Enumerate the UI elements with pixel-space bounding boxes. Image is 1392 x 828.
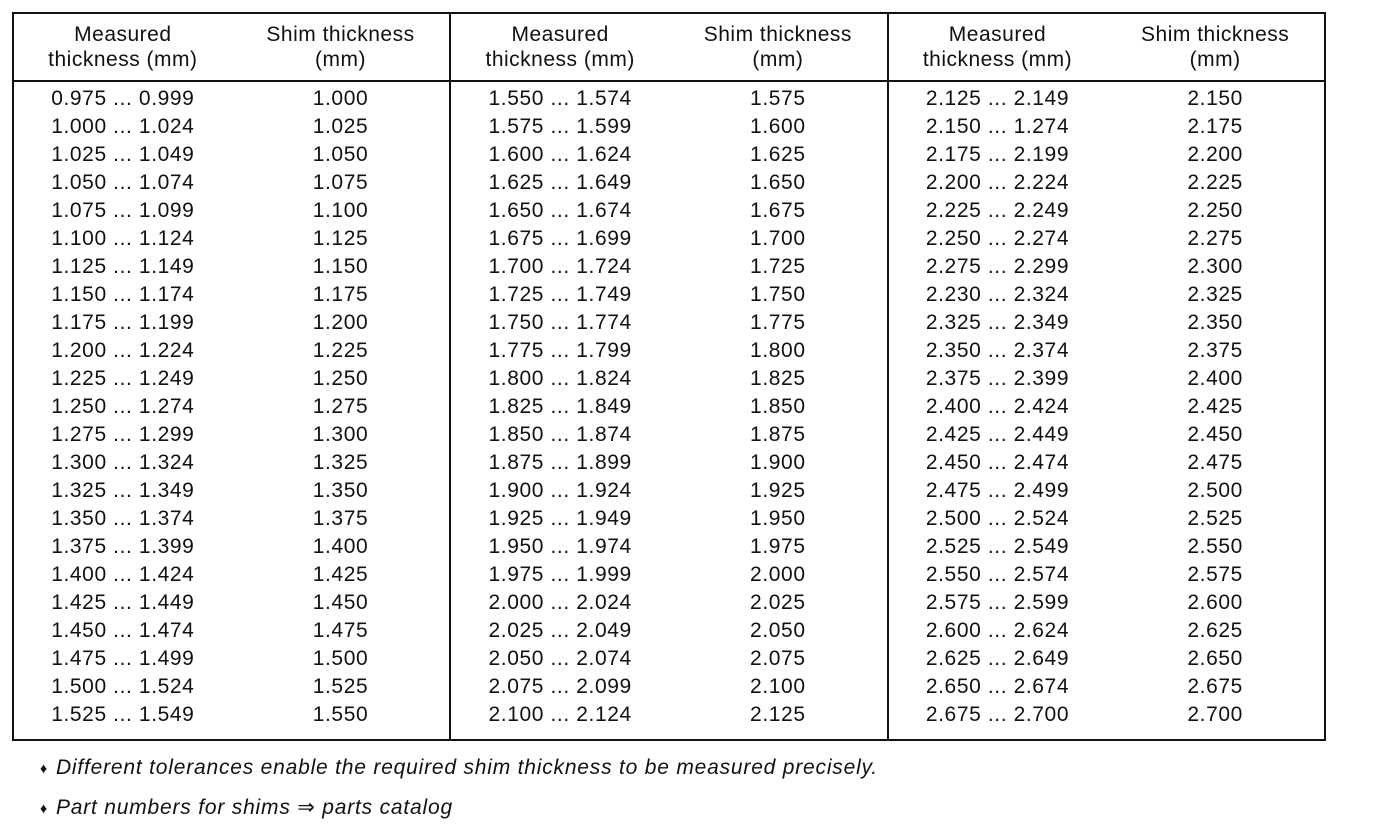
- table-row: [14, 169, 449, 197]
- measured-range-cell: 2.450 ... 2.474: [925, 451, 1070, 474]
- measured-range-cell: 2.050 ... 2.074: [488, 647, 632, 670]
- table-row: [889, 477, 1324, 505]
- shim-thickness-cell: 2.500: [1187, 479, 1243, 502]
- diamond-bullet-icon: ♦: [40, 800, 48, 816]
- table-row: [889, 141, 1324, 169]
- table-row: [14, 617, 449, 645]
- shim-thickness-cell: 1.725: [750, 255, 806, 278]
- shim-thickness-cell: 1.550: [312, 703, 369, 726]
- table-header: [889, 14, 1324, 82]
- shim-thickness-cell: 1.025: [312, 115, 369, 138]
- table-row: [451, 85, 886, 113]
- shim-thickness-cell: 2.275: [1187, 227, 1243, 250]
- measured-range-cell: 1.175 ... 1.199: [51, 311, 195, 334]
- table-row: [889, 673, 1324, 701]
- shim-thickness-cell: 1.525: [312, 675, 369, 698]
- table-row: [14, 85, 449, 113]
- measured-range-cell: 2.475 ... 2.499: [925, 479, 1070, 502]
- shim-selection-table: [12, 12, 1326, 741]
- table-row: [451, 561, 886, 589]
- measured-range-cell: 1.450 ... 1.474: [51, 619, 195, 642]
- measured-range-cell: 2.025 ... 2.049: [488, 619, 632, 642]
- shim-thickness-cell: 1.825: [750, 367, 806, 390]
- shim-thickness-cell: 1.750: [750, 283, 806, 306]
- table-row: [14, 141, 449, 169]
- table-row: [889, 561, 1324, 589]
- table-row: [889, 393, 1324, 421]
- shim-thickness-cell: 1.975: [750, 535, 806, 558]
- header-shim-thickness: Shim thickness (mm): [266, 23, 415, 71]
- table-row: [889, 449, 1324, 477]
- table-row: [451, 141, 886, 169]
- shim-thickness-cell: 1.400: [312, 535, 369, 558]
- measured-range-cell: 2.100 ... 2.124: [488, 703, 632, 726]
- measured-range-cell: 1.025 ... 1.049: [51, 143, 195, 166]
- measured-range-cell: 2.125 ... 2.149: [925, 87, 1070, 110]
- shim-thickness-cell: 1.375: [312, 507, 369, 530]
- shim-thickness-cell: 2.450: [1187, 423, 1243, 446]
- measured-range-cell: 2.425 ... 2.449: [925, 423, 1070, 446]
- shim-thickness-cell: 2.125: [750, 703, 806, 726]
- measured-range-cell: 1.825 ... 1.849: [488, 395, 632, 418]
- shim-thickness-cell: 2.300: [1187, 255, 1243, 278]
- shim-thickness-cell: 2.375: [1187, 339, 1243, 362]
- note-text: Part numbers for shims ⇒ parts catalog: [55, 796, 453, 819]
- measured-range-cell: 1.200 ... 1.224: [51, 339, 195, 362]
- table-row: [889, 85, 1324, 113]
- diamond-bullet-icon: ♦: [40, 760, 48, 776]
- table-row: [14, 505, 449, 533]
- measured-range-cell: 1.750 ... 1.774: [488, 311, 632, 334]
- shim-thickness-cell: 1.575: [750, 87, 806, 110]
- measured-range-cell: 1.300 ... 1.324: [51, 451, 195, 474]
- measured-range-cell: 1.625 ... 1.649: [488, 171, 632, 194]
- table-row: [889, 701, 1324, 729]
- measured-range-cell: 1.525 ... 1.549: [51, 703, 195, 726]
- table-row: [451, 645, 886, 673]
- measured-range-cell: 1.075 ... 1.099: [51, 199, 195, 222]
- table-body: [14, 82, 449, 729]
- measured-range-cell: 1.900 ... 1.924: [488, 479, 632, 502]
- measured-range-cell: 1.225 ... 1.249: [51, 367, 195, 390]
- table-row: [14, 673, 449, 701]
- table-row: [889, 589, 1324, 617]
- table-row: [451, 365, 886, 393]
- measured-range-cell: 1.050 ... 1.074: [51, 171, 195, 194]
- table-row: [14, 337, 449, 365]
- table-row: [451, 197, 886, 225]
- note-tolerances: [40, 748, 878, 788]
- shim-thickness-cell: 1.425: [312, 563, 369, 586]
- measured-range-cell: 1.925 ... 1.949: [488, 507, 632, 530]
- table-row: [889, 645, 1324, 673]
- table-row: [889, 309, 1324, 337]
- measured-range-cell: 1.425 ... 1.449: [51, 591, 195, 614]
- table-row: [451, 673, 886, 701]
- measured-range-cell: 1.325 ... 1.349: [51, 479, 195, 502]
- shim-thickness-cell: 1.000: [312, 87, 369, 110]
- measured-range-cell: 1.650 ... 1.674: [488, 199, 632, 222]
- table-row: [889, 421, 1324, 449]
- shim-thickness-cell: 1.125: [312, 227, 369, 250]
- table-row: [889, 253, 1324, 281]
- table-section-2: [449, 14, 886, 739]
- shim-thickness-cell: 1.850: [750, 395, 806, 418]
- shim-thickness-cell: 1.500: [312, 647, 369, 670]
- measured-range-cell: 1.150 ... 1.174: [51, 283, 195, 306]
- measured-range-cell: 1.675 ... 1.699: [488, 227, 632, 250]
- table-row: [451, 113, 886, 141]
- measured-range-cell: 2.675 ... 2.700: [925, 703, 1070, 726]
- table-row: [451, 449, 886, 477]
- header-measured-thickness: Measured thickness (mm): [485, 23, 635, 71]
- measured-range-cell: 1.500 ... 1.524: [51, 675, 195, 698]
- table-row: [451, 617, 886, 645]
- shim-thickness-cell: 1.050: [312, 143, 369, 166]
- table-row: [14, 701, 449, 729]
- measured-range-cell: 2.230 ... 2.324: [925, 283, 1070, 306]
- table-body: [451, 82, 886, 729]
- shim-thickness-cell: 2.625: [1187, 619, 1243, 642]
- table-row: [14, 281, 449, 309]
- shim-thickness-cell: 1.625: [750, 143, 806, 166]
- shim-thickness-cell: 1.650: [750, 171, 806, 194]
- shim-thickness-cell: 2.575: [1187, 563, 1243, 586]
- measured-range-cell: 2.350 ... 2.374: [925, 339, 1070, 362]
- measured-range-cell: 1.400 ... 1.424: [51, 563, 195, 586]
- table-row: [889, 281, 1324, 309]
- shim-thickness-cell: 2.525: [1187, 507, 1243, 530]
- table-section-3: [887, 14, 1324, 739]
- shim-thickness-cell: 1.775: [750, 311, 806, 334]
- measured-range-cell: 2.275 ... 2.299: [925, 255, 1070, 278]
- shim-thickness-cell: 1.600: [750, 115, 806, 138]
- measured-range-cell: 1.275 ... 1.299: [51, 423, 195, 446]
- shim-thickness-cell: 2.675: [1187, 675, 1243, 698]
- measured-range-cell: 2.250 ... 2.274: [925, 227, 1070, 250]
- shim-thickness-cell: 1.300: [312, 423, 369, 446]
- measured-range-cell: 2.375 ... 2.399: [925, 367, 1070, 390]
- shim-thickness-cell: 2.650: [1187, 647, 1243, 670]
- table-row: [14, 589, 449, 617]
- table-row: [14, 197, 449, 225]
- measured-range-cell: 2.400 ... 2.424: [925, 395, 1070, 418]
- shim-thickness-cell: 1.275: [312, 395, 369, 418]
- table-row: [451, 337, 886, 365]
- table-row: [14, 449, 449, 477]
- table-row: [14, 365, 449, 393]
- shim-thickness-cell: 1.200: [312, 311, 369, 334]
- shim-thickness-cell: 2.100: [750, 675, 806, 698]
- table-row: [14, 225, 449, 253]
- shim-thickness-cell: 1.800: [750, 339, 806, 362]
- table-row: [451, 477, 886, 505]
- shim-thickness-cell: 2.150: [1187, 87, 1243, 110]
- measured-range-cell: 1.775 ... 1.799: [488, 339, 632, 362]
- shim-thickness-cell: 1.875: [750, 423, 806, 446]
- measured-range-cell: 0.975 ... 0.999: [51, 87, 195, 110]
- measured-range-cell: 1.100 ... 1.124: [51, 227, 195, 250]
- measured-range-cell: 1.725 ... 1.749: [488, 283, 632, 306]
- notes: [40, 748, 878, 828]
- shim-thickness-cell: 2.025: [750, 591, 806, 614]
- measured-range-cell: 1.550 ... 1.574: [488, 87, 632, 110]
- table-row: [14, 561, 449, 589]
- measured-range-cell: 2.175 ... 2.199: [925, 143, 1070, 166]
- shim-thickness-cell: 2.475: [1187, 451, 1243, 474]
- table-row: [889, 113, 1324, 141]
- measured-range-cell: 2.575 ... 2.599: [925, 591, 1070, 614]
- shim-thickness-cell: 2.550: [1187, 535, 1243, 558]
- shim-thickness-cell: 2.075: [750, 647, 806, 670]
- shim-thickness-cell: 2.350: [1187, 311, 1243, 334]
- table-section-1: [14, 14, 449, 739]
- table-row: [14, 645, 449, 673]
- shim-thickness-cell: 1.950: [750, 507, 806, 530]
- table-row: [14, 309, 449, 337]
- table-row: [889, 533, 1324, 561]
- table-row: [14, 253, 449, 281]
- measured-range-cell: 1.800 ... 1.824: [488, 367, 632, 390]
- table-row: [451, 393, 886, 421]
- table-row: [451, 589, 886, 617]
- shim-thickness-cell: 1.225: [312, 339, 369, 362]
- table-row: [451, 253, 886, 281]
- shim-thickness-cell: 2.050: [750, 619, 806, 642]
- shim-thickness-cell: 2.700: [1187, 703, 1243, 726]
- table-row: [889, 337, 1324, 365]
- table-row: [451, 225, 886, 253]
- note-part-numbers: [40, 788, 878, 828]
- measured-range-cell: 2.000 ... 2.024: [488, 591, 632, 614]
- shim-thickness-cell: 2.400: [1187, 367, 1243, 390]
- measured-range-cell: 1.850 ... 1.874: [488, 423, 632, 446]
- shim-thickness-cell: 1.100: [312, 199, 369, 222]
- measured-range-cell: 1.575 ... 1.599: [488, 115, 632, 138]
- shim-thickness-cell: 2.225: [1187, 171, 1243, 194]
- header-measured-thickness: Measured thickness (mm): [48, 23, 198, 71]
- table-row: [451, 309, 886, 337]
- shim-thickness-cell: 1.475: [312, 619, 369, 642]
- table-row: [451, 505, 886, 533]
- measured-range-cell: 1.875 ... 1.899: [488, 451, 632, 474]
- table-body: [889, 82, 1324, 729]
- measured-range-cell: 2.150 ... 1.274: [925, 115, 1070, 138]
- table-row: [14, 533, 449, 561]
- measured-range-cell: 1.475 ... 1.499: [51, 647, 195, 670]
- measured-range-cell: 1.600 ... 1.624: [488, 143, 632, 166]
- measured-range-cell: 1.700 ... 1.724: [488, 255, 632, 278]
- table-row: [451, 421, 886, 449]
- table-row: [451, 169, 886, 197]
- table-row: [14, 393, 449, 421]
- measured-range-cell: 2.200 ... 2.224: [925, 171, 1070, 194]
- shim-thickness-cell: 1.250: [312, 367, 369, 390]
- table-header: [451, 14, 886, 82]
- shim-thickness-cell: 1.075: [312, 171, 369, 194]
- measured-range-cell: 2.500 ... 2.524: [925, 507, 1070, 530]
- shim-thickness-cell: 2.250: [1187, 199, 1243, 222]
- shim-thickness-cell: 2.600: [1187, 591, 1243, 614]
- measured-range-cell: 1.375 ... 1.399: [51, 535, 195, 558]
- measured-range-cell: 1.000 ... 1.024: [51, 115, 195, 138]
- measured-range-cell: 2.525 ... 2.549: [925, 535, 1070, 558]
- shim-thickness-cell: 2.425: [1187, 395, 1243, 418]
- shim-thickness-cell: 1.175: [312, 283, 369, 306]
- table-row: [451, 533, 886, 561]
- header-shim-thickness: Shim thickness (mm): [703, 23, 852, 71]
- shim-thickness-cell: 1.450: [312, 591, 369, 614]
- table-row: [14, 477, 449, 505]
- table-header: [14, 14, 449, 82]
- header-shim-thickness: Shim thickness (mm): [1141, 23, 1290, 71]
- shim-thickness-cell: 1.150: [312, 255, 369, 278]
- measured-range-cell: 2.600 ... 2.624: [925, 619, 1070, 642]
- shim-thickness-cell: 1.925: [750, 479, 806, 502]
- measured-range-cell: 2.325 ... 2.349: [925, 311, 1070, 334]
- shim-thickness-cell: 1.675: [750, 199, 806, 222]
- shim-thickness-cell: 2.200: [1187, 143, 1243, 166]
- table-row: [889, 617, 1324, 645]
- measured-range-cell: 1.125 ... 1.149: [51, 255, 195, 278]
- table-row: [889, 225, 1324, 253]
- table-row: [889, 169, 1324, 197]
- table-row: [889, 365, 1324, 393]
- measured-range-cell: 2.650 ... 2.674: [925, 675, 1070, 698]
- shim-thickness-cell: 1.350: [312, 479, 369, 502]
- measured-range-cell: 1.350 ... 1.374: [51, 507, 195, 530]
- measured-range-cell: 2.225 ... 2.249: [925, 199, 1070, 222]
- measured-range-cell: 2.075 ... 2.099: [488, 675, 632, 698]
- shim-thickness-cell: 1.325: [312, 451, 369, 474]
- shim-thickness-cell: 1.900: [750, 451, 806, 474]
- measured-range-cell: 2.625 ... 2.649: [925, 647, 1070, 670]
- measured-range-cell: 2.550 ... 2.574: [925, 563, 1070, 586]
- table-row: [889, 197, 1324, 225]
- table-row: [451, 701, 886, 729]
- measured-range-cell: 1.950 ... 1.974: [488, 535, 632, 558]
- shim-thickness-cell: 1.700: [750, 227, 806, 250]
- table-row: [14, 113, 449, 141]
- table-row: [14, 421, 449, 449]
- shim-thickness-cell: 2.175: [1187, 115, 1243, 138]
- table-row: [451, 281, 886, 309]
- note-text: Different tolerances enable the required shim thickness to be measured precisely.: [55, 756, 878, 779]
- header-measured-thickness: Measured thickness (mm): [922, 23, 1073, 71]
- measured-range-cell: 1.250 ... 1.274: [51, 395, 195, 418]
- measured-range-cell: 1.975 ... 1.999: [488, 563, 632, 586]
- shim-thickness-cell: 2.325: [1187, 283, 1243, 306]
- shim-thickness-cell: 2.000: [750, 563, 806, 586]
- table-row: [889, 505, 1324, 533]
